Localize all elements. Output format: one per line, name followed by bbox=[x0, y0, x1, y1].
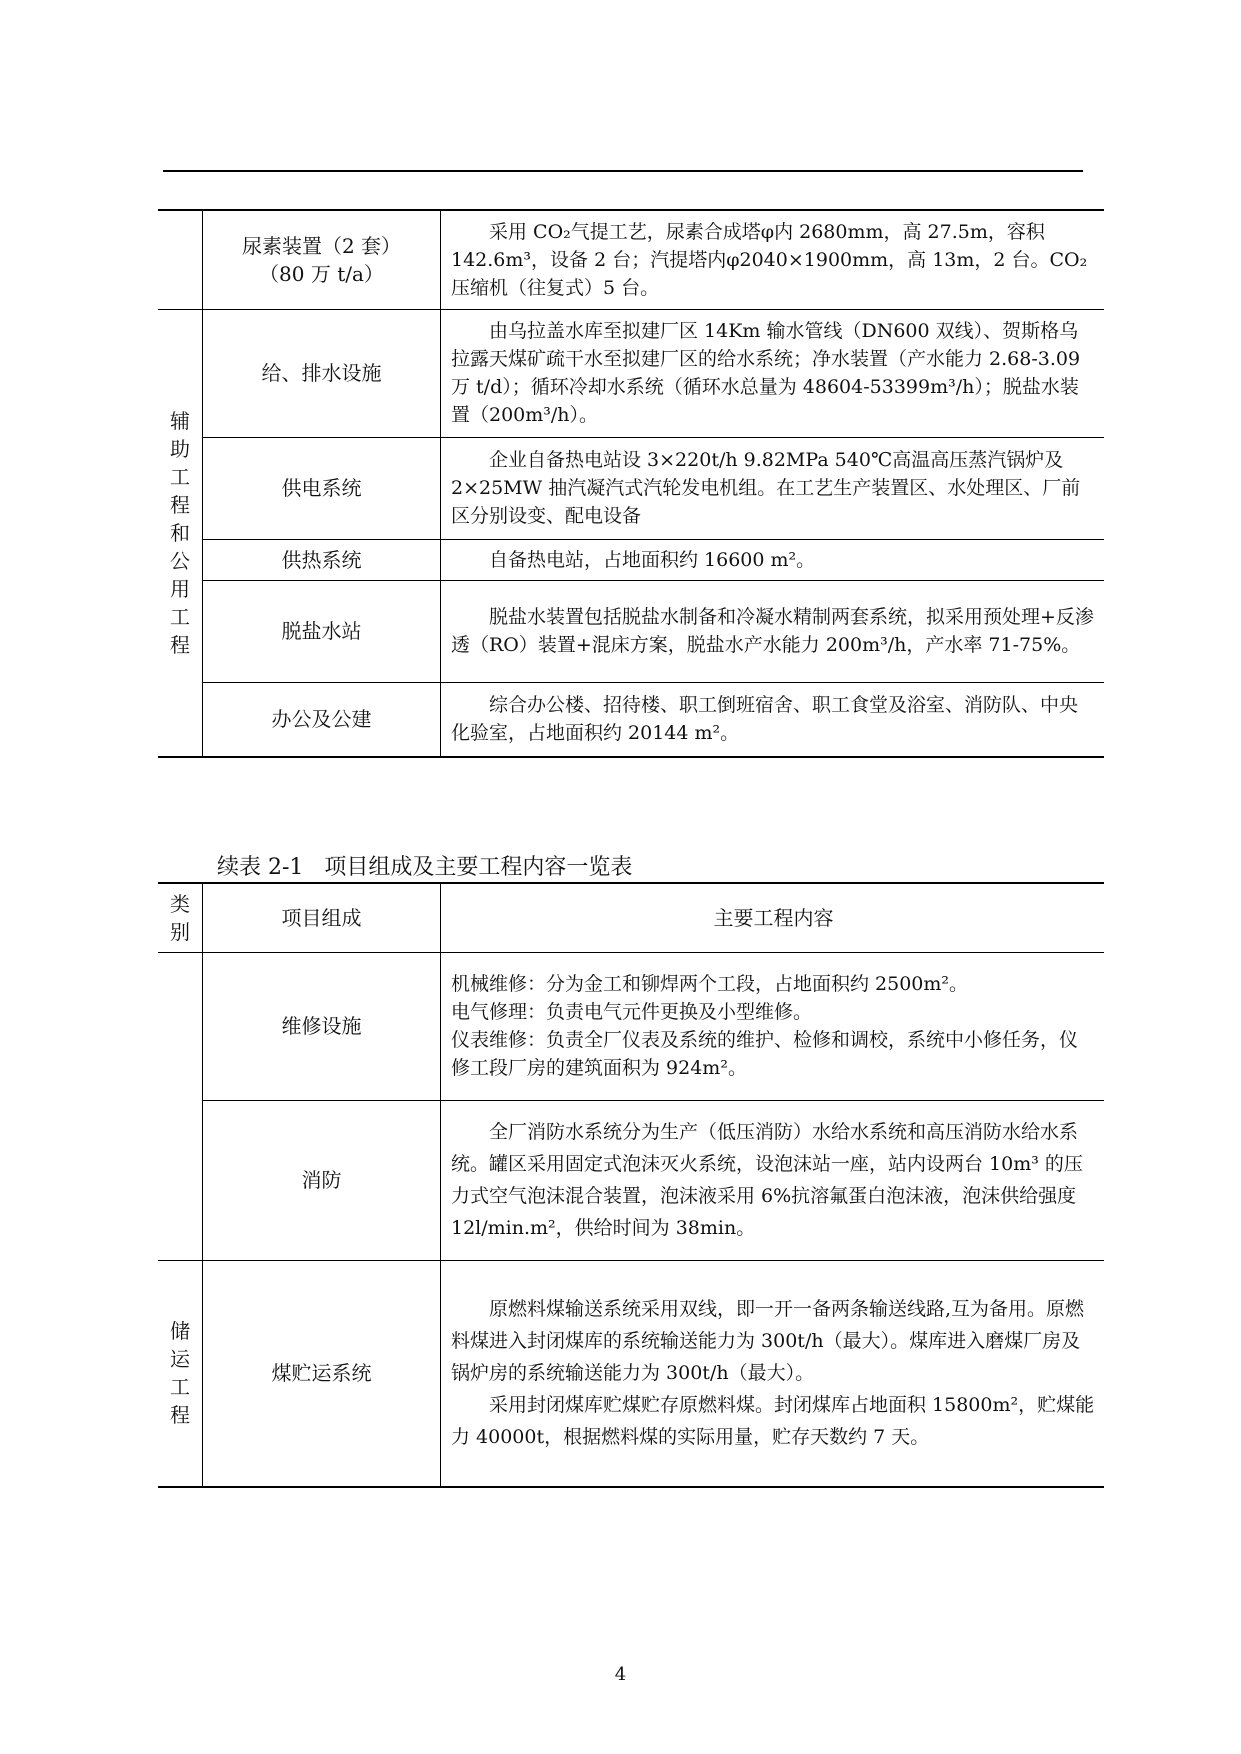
table-row bbox=[158, 309, 1104, 437]
component-cell: 给、排水设施 bbox=[203, 309, 441, 437]
table-row bbox=[158, 1100, 1104, 1260]
content-cell: 采用 CO₂气提工艺，尿素合成塔φ内 2680mm，高 27.5m，容积 142.6m³，设备 2 台；汽提塔内φ2040×1900mm，高 13m，2 台。CO₂压缩机（往复式）5 台。 bbox=[441, 210, 1105, 309]
content-cell: 全厂消防水系统分为生产（低压消防）水给水系统和高压消防水给水系统。罐区采用固定式泡沫灭火系统，设泡沫站一座，站内设两台 10m³ 的压力式空气泡沫混合装置，泡沫液采用 6%抗溶氟蛋白泡沫液，泡沫供给强度 12l/min.m²，供给时间为 38min。 bbox=[441, 1100, 1105, 1260]
project-table-continued-top bbox=[158, 209, 1104, 758]
header-category-label: 类别 bbox=[170, 891, 190, 944]
content-cell bbox=[441, 952, 1105, 1100]
category-cell bbox=[158, 952, 203, 1260]
content-paragraph: 原燃料煤输送系统采用双线，即一开一备两条输送线路,互为备用。原燃料煤进入封闭煤库的系统输送能力为 300t/h（最大）。煤库进入磨煤厂房及锅炉房的系统输送能力为 300t/h（最大）。 bbox=[451, 1298, 1085, 1385]
component-cell: 供电系统 bbox=[203, 437, 441, 539]
content-cell: 企业自备热电站设 3×220t/h 9.82MPa 540℃高温高压蒸汽锅炉及 2×25MW 抽汽凝汽式汽轮发电机组。在工艺生产装置区、水处理区、厂前区分别设变、配电设备 bbox=[441, 437, 1105, 539]
content-cell: 由乌拉盖水库至拟建厂区 14Km 输水管线（DN600 双线）、贺斯格乌拉露天煤矿疏干水至拟建厂区的给水系统；净水装置（产水能力 2.68-3.09 万 t/d）；循环冷却水系统（循环水总量为 48604-53399m³/h）；脱盐水装置（200m³/h）。 bbox=[441, 309, 1105, 437]
component-cell: 供热系统 bbox=[203, 539, 441, 580]
component-cell: 维修设施 bbox=[203, 952, 441, 1100]
table-row bbox=[158, 539, 1104, 580]
component-cell: 脱盐水站 bbox=[203, 580, 441, 682]
category-cell-aux bbox=[158, 309, 203, 757]
component-cell bbox=[203, 210, 441, 309]
content-paragraph: 采用封闭煤库贮煤贮存原燃料煤。封闭煤库占地面积 15800m²，贮煤能力 40000t，根据燃料煤的实际用量，贮存天数约 7 天。 bbox=[451, 1394, 1095, 1449]
category-cell-storage bbox=[158, 1260, 203, 1487]
table-caption: 续表 2-1 项目组成及主要工程内容一览表 bbox=[217, 855, 633, 880]
component-label: 尿素装置（2 套） bbox=[241, 233, 402, 258]
content-line: 仪表维修：负责全厂仪表及系统的维护、检修和调校，系统中小修任务，仪修工段厂房的建筑面积为 924m²。 bbox=[451, 1029, 1079, 1079]
header-component: 项目组成 bbox=[203, 883, 441, 952]
component-label: （80 万 t/a） bbox=[259, 261, 384, 286]
table-row bbox=[158, 437, 1104, 539]
category-label: 储运工程 bbox=[170, 1319, 190, 1428]
category-cell bbox=[158, 210, 203, 309]
table-header-row bbox=[158, 883, 1104, 952]
table-row bbox=[158, 210, 1104, 309]
table-row bbox=[158, 682, 1104, 757]
category-label: 辅助工程和公用工程 bbox=[170, 408, 190, 657]
header-category bbox=[158, 883, 203, 952]
content-cell: 脱盐水装置包括脱盐水制备和冷凝水精制两套系统，拟采用预处理+反渗透（RO）装置+混床方案，脱盐水产水能力 200m³/h，产水率 71-75%。 bbox=[441, 580, 1105, 682]
component-cell: 办公及公建 bbox=[203, 682, 441, 757]
content-cell: 自备热电站，占地面积约 16600 m²。 bbox=[441, 539, 1105, 580]
project-table-continued bbox=[158, 882, 1104, 1488]
header-rule bbox=[163, 170, 1083, 172]
content-cell: 综合办公楼、招待楼、职工倒班宿舍、职工食堂及浴室、消防队、中央化验室，占地面积约 20144 m²。 bbox=[441, 682, 1105, 757]
component-cell: 消防 bbox=[203, 1100, 441, 1260]
content-line: 电气修理：负责电气元件更换及小型维修。 bbox=[451, 1001, 813, 1023]
page-number: 4 bbox=[614, 1664, 627, 1685]
component-cell: 煤贮运系统 bbox=[203, 1260, 441, 1487]
table-row bbox=[158, 580, 1104, 682]
content-cell bbox=[441, 1260, 1105, 1487]
content-line: 机械维修：分为金工和铆焊两个工段，占地面积约 2500m²。 bbox=[451, 973, 969, 995]
table-row bbox=[158, 952, 1104, 1100]
header-content: 主要工程内容 bbox=[441, 883, 1105, 952]
table-row bbox=[158, 1260, 1104, 1487]
